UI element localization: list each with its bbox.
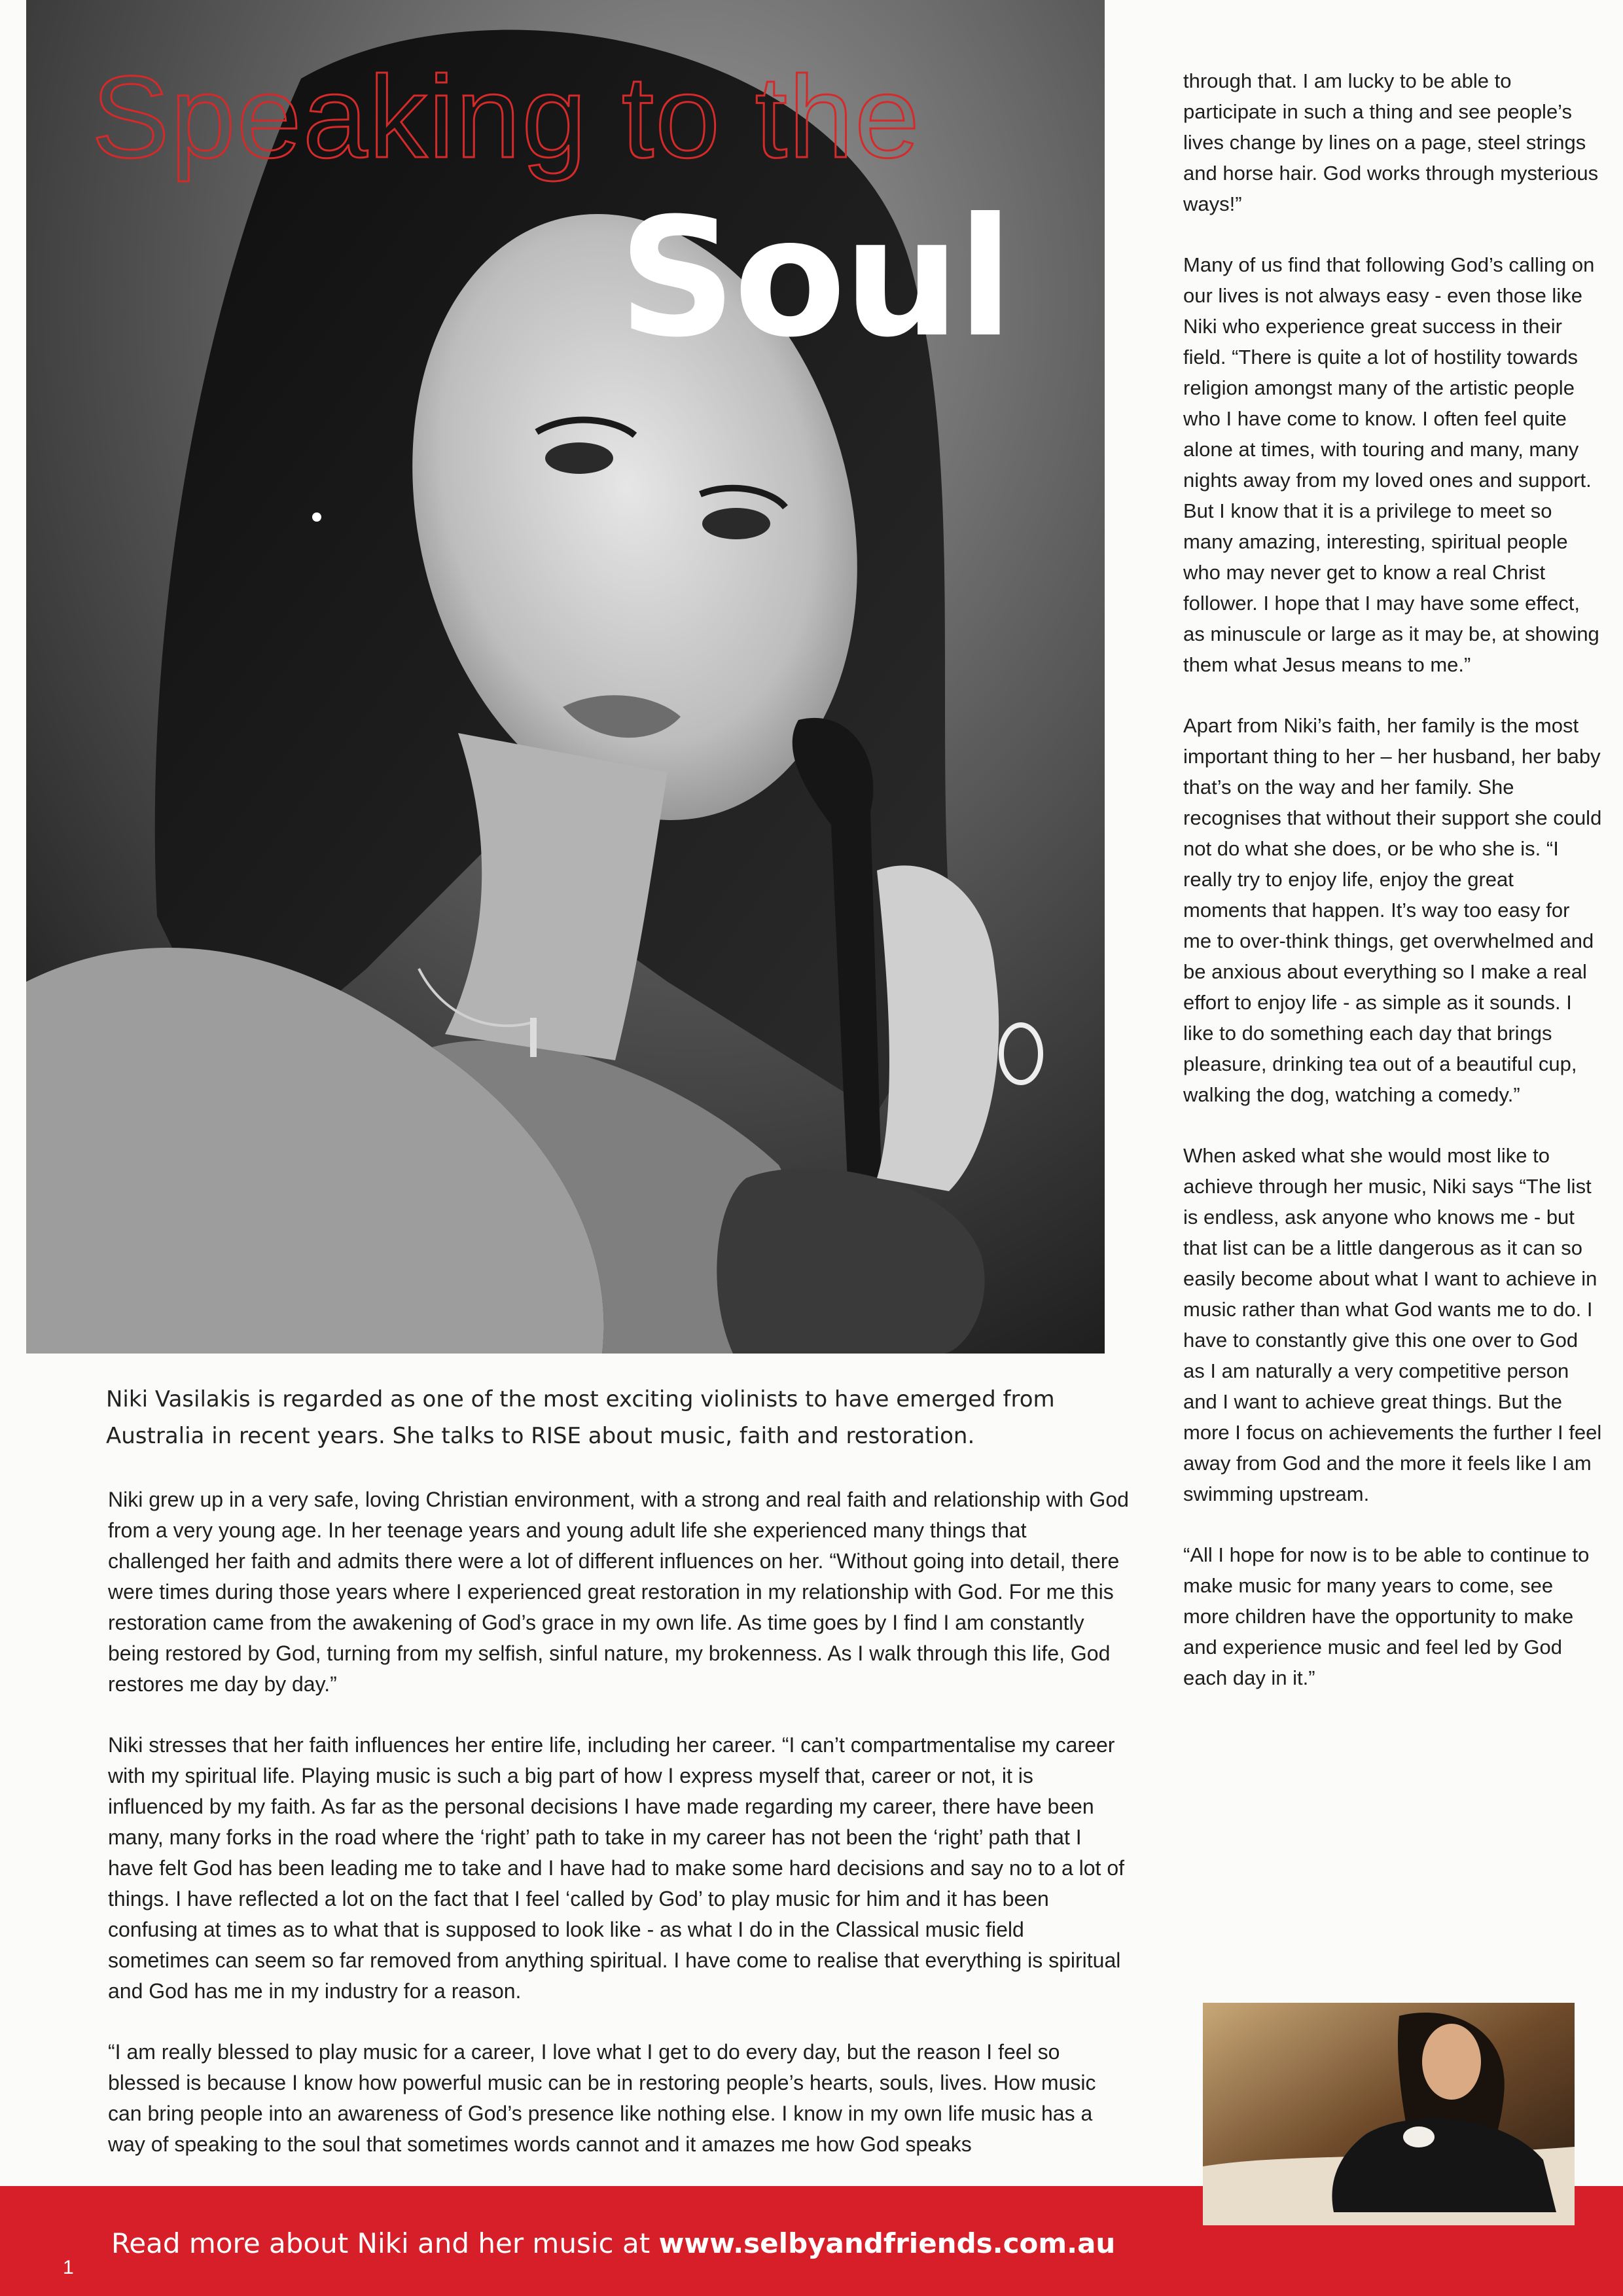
footer-url-link[interactable]: www.selbyandfriends.com.au: [658, 2227, 1116, 2259]
main-paragraph-3: “I am really blessed to play music for a career, I love what I get to do every day, but the reason I feel so blessed is because I know how powerful music can be in restoring people’s hearts, souls, lives. How music can bring people into an awareness of God’s presence like nothing else. I know in my own life music has a way of speaking to the soul that sometimes words cannot and it amazes me how God speaks: [108, 2040, 1096, 2156]
main-paragraph-2: Niki stresses that her faith influences her entire life, including her career. “I can’t compartmentalise my career with my spiritual life. Playing music is such a big part of how I express myself that, career or not, it is influenced by my faith. As far as the personal decisions I have made regarding my career, there have been many, many forks in the road where the ‘right’ path to take in my career has not been the ‘right’ path that I have felt God has been leading me to take and I have had to make some hard decisions and say no to a lot of things. I have reflected a lot on the fact that I feel ‘called by God’ to play music for him and it has been confusing at times as to what that is supposed to look like - as what I do in the Classical music field sometimes can seem so far removed from anything spiritual. I have come to realise that everything is spiritual and God has me in my industry for a reason.: [108, 1733, 1124, 2003]
headline-line2: Soul: [618, 183, 1011, 373]
right-paragraph-3: Apart from Niki’s faith, her family is the most important thing to her – her husband, her baby that’s on the way and her family. She recognises that without their support she could not do what she does, or be who she is. “I really try to enjoy life, enjoy the great moments that happen. It’s way too easy for me to over-think things, get overwhelmed and be anxious about everything so I make a real effort to enjoy life - as simple as it sounds. I like to do something each day that brings pleasure, drinking tea out of a beautiful cup, walking the dog, watching a comedy.”: [1183, 714, 1602, 1106]
right-paragraph-1: through that. I am lucky to be able to participate in such a thing and see people’s lives change by lines on a page, steel strings and horse hair. God works through mysterious ways!”: [1183, 69, 1599, 215]
article-intro: Niki Vasilakis is regarded as one of the most exciting violinists to have emerged from Australia in recent years. She talks to RISE about music, faith and restoration.: [106, 1386, 1055, 1449]
right-column: [1183, 65, 1602, 1723]
page-number: 1: [63, 2257, 74, 2278]
inset-photo: [1203, 2003, 1575, 2225]
footer-text: [111, 2225, 1115, 2262]
footer-lead: Read more about Niki and her music at: [111, 2227, 659, 2259]
headline-line1: Speaking to the: [92, 52, 921, 182]
right-paragraph-5: “All I hope for now is to be able to continue to make music for many years to come, see more children have the opportunity to make and experience music and feel led by God each day in it.”: [1183, 1543, 1590, 1689]
right-paragraph-2: Many of us find that following God’s calling on our lives is not always easy - even those like Niki who experience great success in their field. “There is quite a lot of hostility towards religion amongst many of the artistic people who I have come to know. I often feel quite alone at times, with touring and many, many nights away from my loved ones and support. But I know that it is a privilege to meet so many amazing, interesting, spiritual people who may never get to know a real Christ follower. I hope that I may have some effect, as minuscule or large as it may be, at showing them what Jesus means to me.”: [1183, 253, 1599, 676]
main-paragraph-1: Niki grew up in a very safe, loving Christian environment, with a strong and real faith and relationship with God from a very young age. In her teenage years and young adult life she experienced many things that challenged her faith and admits there were a lot of different influences on her. “Without going into detail, there were times during those years where I experienced great restoration in my relationship with God. For me this restoration came from the awakening of God’s grace in my own life. As time goes by I find I am constantly being restored by God, turning from my selfish, sinful nature, my brokenness. As I walk through this life, God restores me day by day.”: [108, 1488, 1129, 1696]
main-column: [108, 1484, 1129, 2190]
right-paragraph-4: When asked what she would most like to achieve through her music, Niki says “The list is endless, ask anyone who knows me - but that list can be a little dangerous as it can so easily become about what I want to achieve in music rather than what God wants me to do. I have to constantly give this one over to God as I am naturally a very competitive person and I want to achieve great things. But the more I focus on achievements the further I feel away from God and the more it feels like I am swimming upstream.: [1183, 1144, 1602, 1505]
